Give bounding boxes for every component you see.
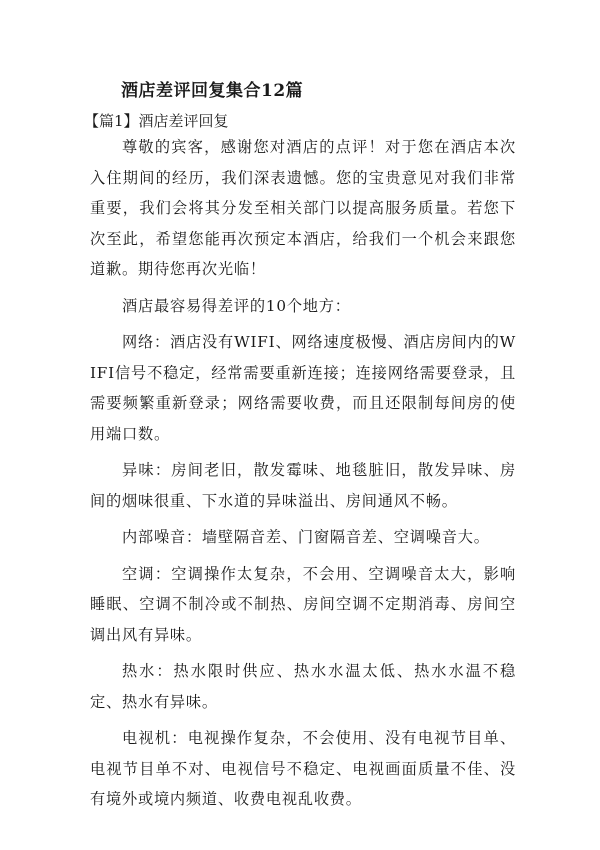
paragraph-network: 网络：酒店没有WIFI、网络速度极慢、酒店房间内的WIFI信号不稳定，经常需要重新连接；连接网络需要登录，且需要频繁重新登录；网络需要收费，而且还限制每间房的使用端口数。 [90, 333, 516, 443]
paragraph-odor: 异味：房间老旧，散发霉味、地毯脏旧，散发异味、房间的烟味很重、下水道的异味溢出、房间通风不畅。 [90, 461, 516, 510]
paragraph-air-conditioning: 空调：空调操作太复杂，不会用、空调噪音太大，影响睡眠、空调不制冷或不制热、房间空调不定期消毒、房间空调出风有异味。 [90, 564, 516, 644]
section-heading: 【篇1】酒店差评回复 [84, 112, 229, 130]
paragraph-television: 电视机：电视操作复杂，不会使用、没有电视节目单、电视节目单不对、电视信号不稳定、电视画面质量不佳、没有境外或境内频道、收费电视乱收费。 [90, 729, 516, 808]
paragraph-hot-water: 热水：热水限时供应、热水水温太低、热水水温不稳定、热水有异味。 [90, 662, 516, 711]
paragraph-apology: 尊敬的宾客，感谢您对酒店的点评！对于您在酒店本次入住期间的经历，我们深表遗憾。您的宝贵意见对我们非常重要，我们会将其分发至相关部门以提高服务质量。若您下次至此，希望您能再次预定本酒店，给我们一个机会来跟您道歉。期待您再次光临！ [90, 138, 516, 278]
paragraph-noise: 内部噪音：墙壁隔音差、门窗隔音差、空调噪音大。 [122, 528, 490, 546]
document-body [90, 132, 516, 821]
paragraph-list-intro: 酒店最容易得差评的10个地方： [122, 296, 351, 315]
document-title: 酒店差评回复集合12篇 [121, 81, 304, 101]
